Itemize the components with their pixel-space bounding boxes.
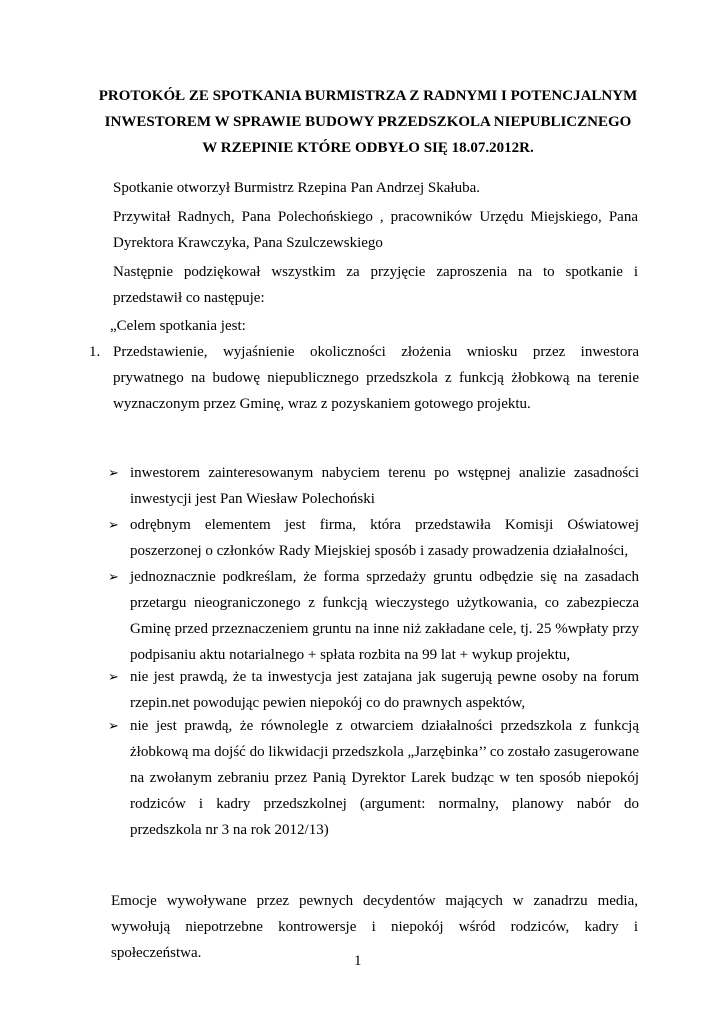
- bullet-text: jednoznacznie podkreślam, że forma sprzedaży gruntu odbędzie się na zasadach przetargu nieograniczonego z funkcją wieczystego użytkowania, co zabezpiecza Gminę przed przeznaczeniem gruntu na inne niż zakładane cele, tj. 25 %wpłaty przy podpisaniu aktu notarialnego + spłata rozbita na 99 lat + wykup projektu,: [130, 569, 639, 663]
- numbered-item: [89, 339, 639, 417]
- arrow-bullet-icon: ➢: [108, 465, 119, 480]
- bullet-text: inwestorem zainteresowanym nabyciem terenu po wstępnej analizie zasadności inwestycji jest Pan Wiesław Polechoński: [130, 465, 639, 507]
- document-title: [88, 83, 648, 161]
- bullet-text: nie jest prawdą, że ta inwestycja jest zatajana jak sugerują pewne osoby na forum rzepin.net powodując pewien niepokój co do prawnych aspektów,: [130, 669, 639, 711]
- bullet-item: [108, 664, 639, 716]
- intro-paragraph-purpose: „Celem spotkania jest:: [110, 318, 246, 334]
- bullet-text: odrębnym elementem jest firma, która przedstawiła Komisji Oświatowej poszerzonej o członków Rady Miejskiej sposób i zasady prowadzenia działalności,: [130, 517, 639, 559]
- title-line-1: PROTOKÓŁ ZE SPOTKANIA BURMISTRZA Z RADNYMI I POTENCJALNYM: [98, 88, 638, 104]
- arrow-bullet-icon: ➢: [108, 669, 119, 684]
- arrow-bullet-icon: ➢: [108, 517, 119, 532]
- arrow-bullet-icon: ➢: [108, 718, 119, 733]
- bullet-item: [108, 512, 639, 564]
- arrow-bullet-icon: ➢: [108, 569, 119, 584]
- bullet-item: [108, 564, 639, 668]
- closing-paragraph: Emocje wywoływane przez pewnych decydentów mających w zanadrzu media, wywołują niepotrzebne kontrowersje i niepokój wśród rodziców, kadry i społeczeństwa.: [111, 893, 638, 961]
- item-text: Przedstawienie, wyjaśnienie okoliczności złożenia wniosku przez inwestora prywatnego na budowę niepublicznego przedszkola z funkcją żłobkową na terenie wyznaczonym przez Gminę, wraz z pozyskaniem gotowego projektu.: [113, 344, 639, 412]
- bullet-item: [108, 713, 639, 843]
- title-line-3: W RZEPINIE KTÓRE ODBYŁO SIĘ 18.07.2012R.: [202, 140, 534, 156]
- intro-paragraph-opening: Spotkanie otworzył Burmistrz Rzepina Pan Andrzej Skałuba.: [113, 180, 481, 196]
- item-number: 1.: [89, 344, 101, 360]
- title-line-2: INWESTOREM W SPRAWIE BUDOWY PRZEDSZKOLA NIEPUBLICZNEGO: [104, 114, 632, 130]
- page-number: 1: [354, 953, 362, 969]
- bullet-item: [108, 460, 639, 512]
- intro-paragraph-thanks: Następnie podziękował wszystkim za przyjęcie zaproszenia na to spotkanie i przedstawił co następuje:: [113, 264, 638, 306]
- bullet-text: nie jest prawdą, że równolegle z otwarciem działalności przedszkola z funkcją żłobkową ma dojść do likwidacji przedszkola „Jarzębinka’’ co zostało zasugerowane na zwołanym zebraniu przez Panią Dyrektor Larek budząc w ten sposób niepokój rodziców i kadry przedszkolnej (argument: normalny, planowy nabór do przedszkola nr 3 na rok 2012/13): [130, 718, 639, 838]
- intro-paragraph-greeting: Przywitał Radnych, Pana Polechońskiego , pracowników Urzędu Miejskiego, Pana Dyrektora Krawczyka, Pana Szulczewskiego: [113, 209, 638, 251]
